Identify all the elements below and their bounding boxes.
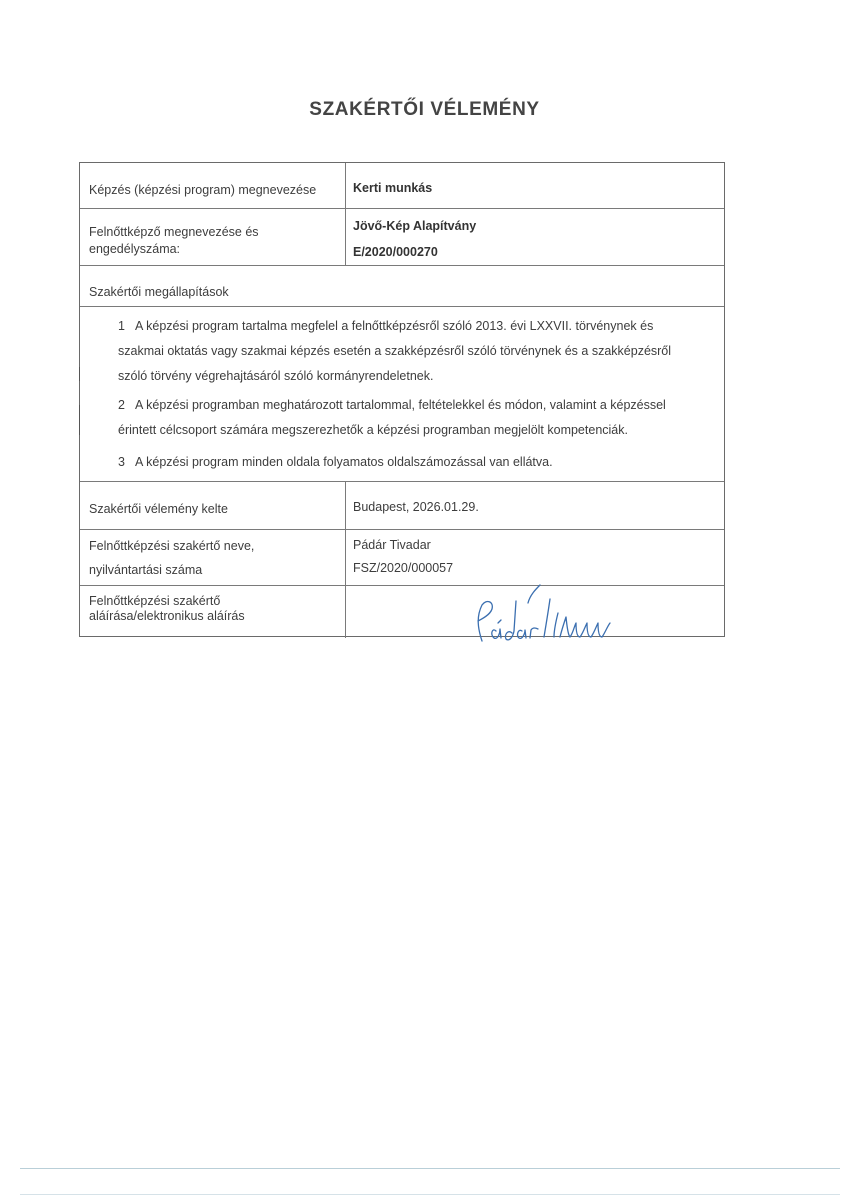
finding-text: A képzési program minden oldala folyamatos oldalszámozással van ellátva. (135, 455, 553, 469)
finding-item-2 (118, 393, 718, 443)
finding-text: A képzési program tartalma megfelel a felnőttképzésről szóló 2013. évi LXXVII. törvénynek és (135, 319, 654, 333)
finding-text: szakmai oktatás vagy szakmai képzés esetén a szakképzésről szóló törvénynek és a szakképzésről (118, 344, 672, 358)
finding-text: szóló törvény végrehajtásáról szóló kormányrendeletnek. (118, 369, 434, 383)
finding-number: 2 (118, 398, 125, 412)
document-title: SZAKÉRTŐI VÉLEMÉNY (309, 99, 540, 120)
expert-name: Pádár Tivadar (353, 538, 431, 552)
row-divider (80, 208, 724, 209)
provider-license: E/2020/000270 (353, 245, 438, 259)
finding-number: 3 (118, 455, 125, 469)
margin-mark (79, 367, 80, 381)
column-divider (345, 163, 346, 265)
finding-number: 1 (118, 319, 125, 333)
opinion-table (79, 162, 725, 637)
column-divider (345, 481, 346, 638)
expert-number: FSZ/2020/000057 (353, 561, 454, 575)
finding-item-1 (118, 314, 718, 389)
date-value: Budapest, 2026.01.29. (353, 500, 479, 514)
provider-name: Jövő-Kép Alapítvány (353, 219, 477, 233)
program-value: Kerti munkás (353, 181, 433, 195)
finding-text: érintett célcsoport számára megszerezhetők a képzési programban megjelölt kompetenciák. (118, 423, 628, 437)
expert-label-line2: nyilvántartási száma (89, 563, 203, 577)
row-divider (80, 265, 724, 266)
row-divider (80, 306, 724, 307)
signature-label-line2: aláírása/elektronikus aláírás (89, 609, 245, 623)
findings-header: Szakértői megállapítások (89, 285, 229, 299)
provider-label-line1: Felnőttképző megnevezése és (89, 225, 259, 239)
provider-label-line2: engedélyszáma: (89, 242, 181, 256)
handwritten-signature (470, 583, 630, 647)
bottom-rule (20, 1194, 840, 1195)
finding-item-3 (118, 450, 718, 475)
program-label: Képzés (képzési program) megnevezése (89, 183, 317, 197)
signature-label-line1: Felnőttképzési szakértő (89, 594, 221, 608)
row-divider (80, 529, 724, 530)
expert-label-line1: Felnőttképzési szakértő neve, (89, 539, 255, 553)
finding-text: A képzési programban meghatározott tartalommal, feltételekkel és módon, valamint a képzéssel (135, 398, 666, 412)
date-label: Szakértői vélemény kelte (89, 502, 228, 516)
bottom-rule (20, 1168, 840, 1169)
margin-mark (79, 405, 80, 435)
row-divider (80, 481, 724, 482)
